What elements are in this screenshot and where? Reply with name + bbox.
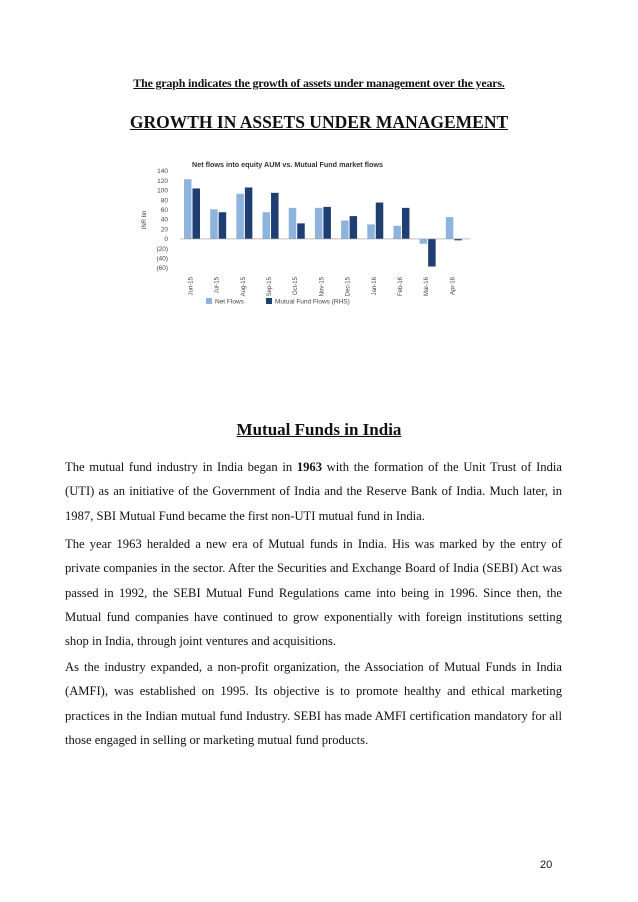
- section-title: Mutual Funds in India: [236, 420, 402, 439]
- x-tick-label: Feb-16: [397, 277, 404, 297]
- net-flows-bar: [263, 212, 271, 239]
- y-tick-label: 40: [160, 216, 168, 224]
- paragraph-history: [65, 455, 562, 528]
- legend-swatch: [206, 298, 212, 304]
- paragraph-growth: The year 1963 heralded a new era of Mutual funds in India. His was marked by the entry of private companies in the sector. After the Securities and Exchange Board of India (SEBI) Act was passed in 1992, the SEBI Mutual Fund Regulations came into being in 1996. Since then, the Mutual fund companies have continued to grow exponentially with foreign institutions setting shop in India, through joint ventures and acquisitions.: [65, 537, 562, 649]
- net-flows-bar: [393, 226, 401, 239]
- x-tick-label: Sep-15: [267, 277, 274, 297]
- y-tick-label: (60): [156, 265, 168, 273]
- net-flows-bar: [446, 217, 454, 239]
- net-flows-bar: [210, 209, 218, 239]
- y-tick-label: 120: [157, 177, 168, 185]
- mf-flows-bar: [297, 223, 305, 239]
- x-tick-label: Dec-15: [345, 277, 352, 297]
- legend-swatch: [266, 298, 272, 304]
- aum-flows-chart: [140, 160, 485, 310]
- net-flows-bar: [184, 179, 192, 239]
- legend-label: Mutual Fund Flows (RHS): [275, 298, 350, 306]
- year-highlight: 1963: [296, 460, 322, 474]
- x-tick-label: Jul-15: [214, 277, 221, 294]
- x-tick-label: Apr-16: [450, 277, 457, 296]
- paragraph-text: with the formation of the Unit Trust of India (UTI) as an initiative of the Government of India and the Reserve Bank of India. Much later, in 1987, SBI Mutual Fund became the first non-UTI mutual fund in India.: [65, 460, 562, 523]
- x-tick-label: Jan-16: [371, 277, 378, 296]
- y-tick-label: 20: [160, 226, 168, 234]
- x-tick-label: Jun-15: [188, 277, 195, 296]
- mf-flows-bar: [323, 207, 331, 239]
- chart-title: Net flows into equity AUM vs. Mutual Fund market flows: [192, 160, 384, 169]
- net-flows-bar: [420, 239, 428, 244]
- page-heading: GROWTH IN ASSETS UNDER MANAGEMENT: [129, 112, 509, 132]
- y-tick-label: (40): [156, 255, 168, 263]
- net-flows-bar: [315, 208, 323, 239]
- net-flows-bar: [289, 208, 297, 239]
- mf-flows-bar: [271, 193, 279, 239]
- mf-flows-bar: [350, 216, 358, 239]
- x-tick-label: Mar-16: [424, 277, 431, 297]
- legend-label: Net Flows: [215, 298, 244, 306]
- y-tick-label: 100: [157, 187, 168, 195]
- y-tick-label: (20): [156, 245, 168, 253]
- net-flows-bar: [236, 194, 244, 239]
- mf-flows-bar: [402, 208, 410, 239]
- mf-flows-bar: [193, 188, 201, 238]
- x-tick-label: Nov-15: [319, 277, 326, 297]
- y-tick-label: 80: [160, 197, 168, 205]
- mf-flows-bar: [219, 212, 227, 239]
- y-tick-label: 140: [157, 168, 168, 176]
- page-number: 20: [540, 859, 553, 871]
- y-tick-label: 0: [164, 236, 168, 244]
- y-axis-label: INR bn: [142, 210, 148, 230]
- net-flows-bar: [367, 224, 375, 239]
- graph-caption: The graph indicates the growth of assets under management over the years.: [133, 76, 505, 90]
- y-tick-label: 60: [160, 207, 168, 214]
- mf-flows-bar: [376, 203, 384, 239]
- paragraph-text: The mutual fund industry in India began in: [65, 460, 297, 474]
- x-tick-label: Aug-15: [240, 277, 247, 297]
- mf-flows-bar: [245, 187, 253, 238]
- mf-flows-bar: [428, 239, 436, 267]
- paragraph-amfi: As the industry expanded, a non-profit organization, the Association of Mutual Funds in India (AMFI), was established on 1995. Its objective is to promote healthy and ethical marketing practices in the Indian mutual fund Industry. SEBI has made AMFI certification mandatory for all those engaged in selling or marketing mutual fund products.: [65, 660, 562, 747]
- x-tick-label: Oct-15: [293, 277, 300, 296]
- net-flows-bar: [341, 220, 349, 238]
